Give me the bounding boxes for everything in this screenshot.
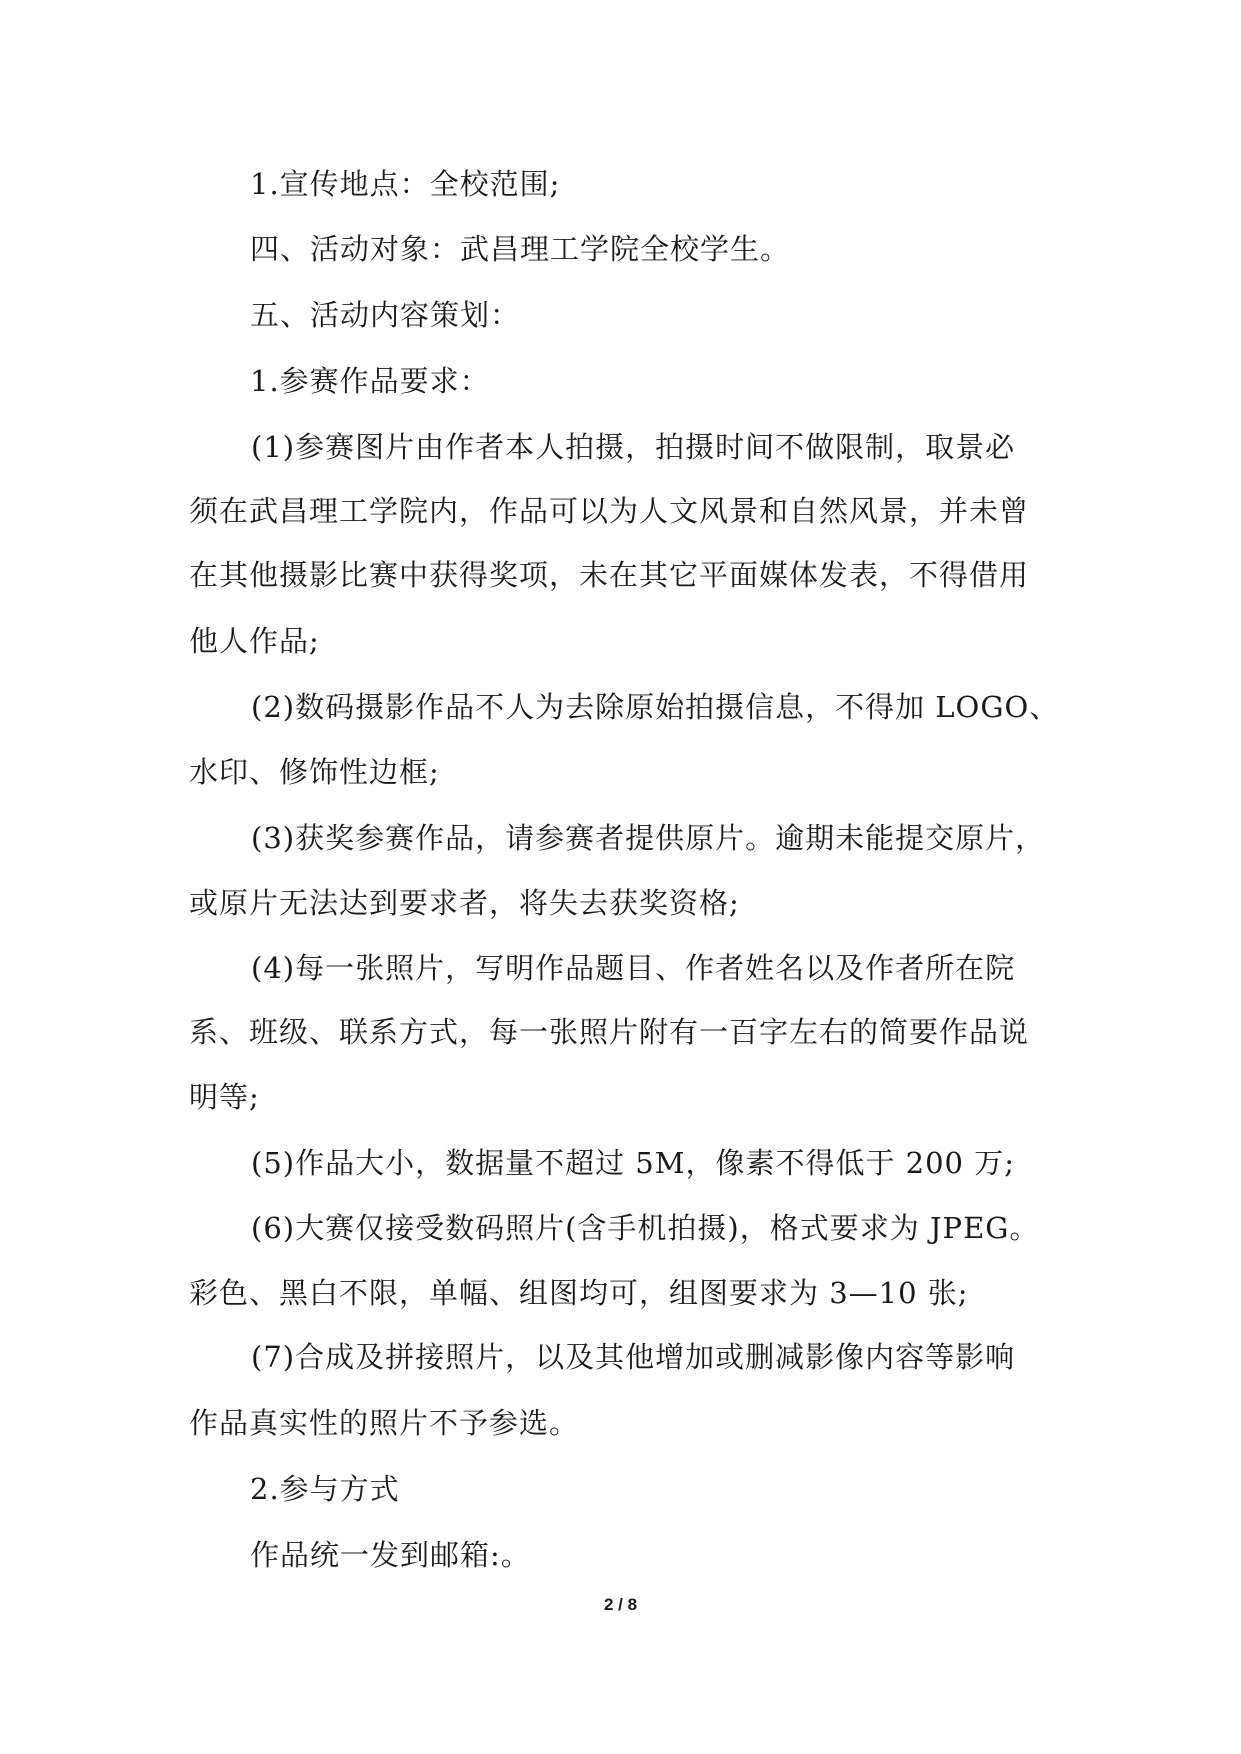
text-line: 他人作品;: [189, 624, 320, 658]
text-line: 1.宣传地点：全校范围;: [250, 167, 561, 201]
text-line: 作品统一发到邮箱:。: [250, 1538, 531, 1572]
text-line: (4)每一张照片，写明作品题目、作者姓名以及作者所在院: [251, 951, 1016, 985]
text-line: 2.参与方式: [250, 1472, 400, 1506]
text-line: 1.参赛作品要求：: [250, 364, 490, 398]
text-line: (1)参赛图片由作者本人拍摄，拍摄时间不做限制，取景必: [251, 430, 1016, 464]
text-line: 彩色、黑白不限，单幅、组图均可，组图要求为 3—10 张;: [189, 1276, 969, 1310]
text-line: 四、活动对象：武昌理工学院全校学生。: [250, 232, 791, 266]
page-number: 2 / 8: [603, 1595, 638, 1614]
text-line: 或原片无法达到要求者，将失去获奖资格;: [189, 886, 740, 920]
text-line: 须在武昌理工学院内，作品可以为人文风景和自然风景，并未曾: [189, 494, 1030, 528]
text-line: 水印、修饰性边框;: [189, 755, 440, 789]
text-line: 五、活动内容策划：: [250, 298, 521, 332]
text-line: 系、班级、联系方式，每一张照片附有一百字左右的简要作品说: [189, 1015, 1030, 1049]
text-line: (7)合成及拼接照片，以及其他增加或删减影像内容等影响: [251, 1340, 1016, 1374]
text-line: (3)获奖参赛作品，请参赛者提供原片。逾期未能提交原片，: [251, 821, 1046, 855]
text-line: 在其他摄影比赛中获得奖项，未在其它平面媒体发表，不得借用: [189, 558, 1030, 592]
text-line: (5)作品大小，数据量不超过 5M，像素不得低于 200 万;: [251, 1146, 1016, 1180]
text-line: (2)数码摄影作品不人为去除原始拍摄信息，不得加 LOGO、: [251, 690, 1060, 724]
text-line: (6)大赛仅接受数码照片(含手机拍摄)，格式要求为 JPEG。: [251, 1211, 1040, 1245]
text-line: 明等;: [189, 1080, 260, 1114]
text-line: 作品真实性的照片不予参选。: [189, 1406, 580, 1440]
